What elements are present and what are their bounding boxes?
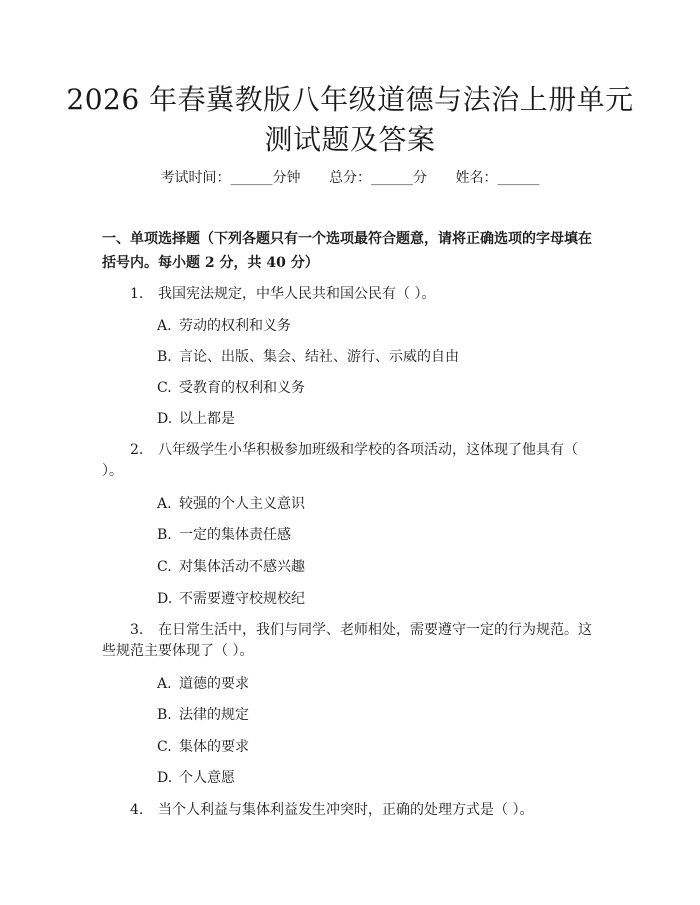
option-text: 个人意愿	[179, 770, 235, 786]
question-number: 4.	[130, 802, 144, 818]
question-2-option-c	[157, 557, 597, 578]
section-heading: 一、单项选择题（下列各题只有一个选项最符合题意，请将正确选项的字母填在括号内。每小题 2 分，共 40 分）	[102, 231, 592, 271]
question-2-option-d	[157, 589, 597, 610]
option-letter: A.	[157, 676, 172, 692]
option-text: 不需要遵守校规校纪	[179, 591, 305, 607]
title-line-2: 测试题及答案	[264, 123, 436, 156]
option-text: 集体的要求	[179, 739, 249, 755]
question-1-option-c	[157, 378, 597, 399]
option-letter: C.	[157, 739, 172, 755]
question-3-stem	[102, 620, 602, 662]
question-3-option-a	[157, 674, 597, 695]
option-text: 言论、出版、集会、结社、游行、示威的自由	[179, 349, 459, 365]
option-text: 受教育的权利和义务	[179, 380, 305, 396]
option-letter: B.	[157, 349, 172, 365]
question-1-option-b	[157, 347, 597, 368]
option-text: 较强的个人主义意识	[179, 496, 305, 512]
question-text: 八年级学生小华积极参加班级和学校的各项活动，这体现了他具有（ ）。	[102, 442, 578, 479]
question-text: 当个人利益与集体利益发生冲突时，正确的处理方式是（ ）。	[158, 802, 534, 818]
exam-time: 考试时间：______分钟	[160, 170, 301, 186]
question-text: 我国宪法规定，中华人民共和国公民有（ ）。	[158, 286, 436, 302]
option-letter: D.	[157, 411, 173, 427]
exam-meta	[0, 168, 700, 188]
option-letter: D.	[157, 591, 173, 607]
question-4-stem	[102, 800, 602, 821]
document-title	[60, 80, 640, 160]
question-number: 3.	[130, 622, 144, 638]
option-letter: A.	[157, 318, 172, 334]
option-letter: A.	[157, 496, 172, 512]
option-text: 法律的规定	[179, 707, 249, 723]
question-3-option-c	[157, 737, 597, 758]
question-text: 在日常生活中，我们与同学、老师相处，需要遵守一定的行为规范。这些规范主要体现了（ ）。	[102, 622, 592, 659]
question-3-option-d	[157, 768, 597, 789]
question-1-option-a	[157, 316, 597, 337]
option-text: 道德的要求	[179, 676, 249, 692]
question-number: 1.	[130, 286, 144, 302]
option-letter: B.	[157, 707, 172, 723]
option-letter: C.	[157, 380, 172, 396]
question-2-stem	[102, 440, 602, 482]
question-number: 2.	[130, 442, 144, 458]
option-text: 以上都是	[179, 411, 235, 427]
question-3-option-b	[157, 705, 597, 726]
option-letter: B.	[157, 527, 172, 543]
option-letter: C.	[157, 559, 172, 575]
question-2-option-a	[157, 494, 597, 515]
title-line-1: 2026 年春冀教版八年级道德与法治上册单元	[66, 83, 634, 116]
exam-total-score: 总分：______分	[329, 170, 427, 186]
option-text: 劳动的权利和义务	[179, 318, 291, 334]
exam-student-name: 姓名：______	[455, 170, 540, 186]
question-1-option-d	[157, 409, 597, 430]
question-2-option-b	[157, 525, 597, 546]
option-letter: D.	[157, 770, 173, 786]
question-1-stem	[102, 284, 602, 305]
option-text: 一定的集体责任感	[179, 527, 291, 543]
option-text: 对集体活动不感兴趣	[179, 559, 305, 575]
